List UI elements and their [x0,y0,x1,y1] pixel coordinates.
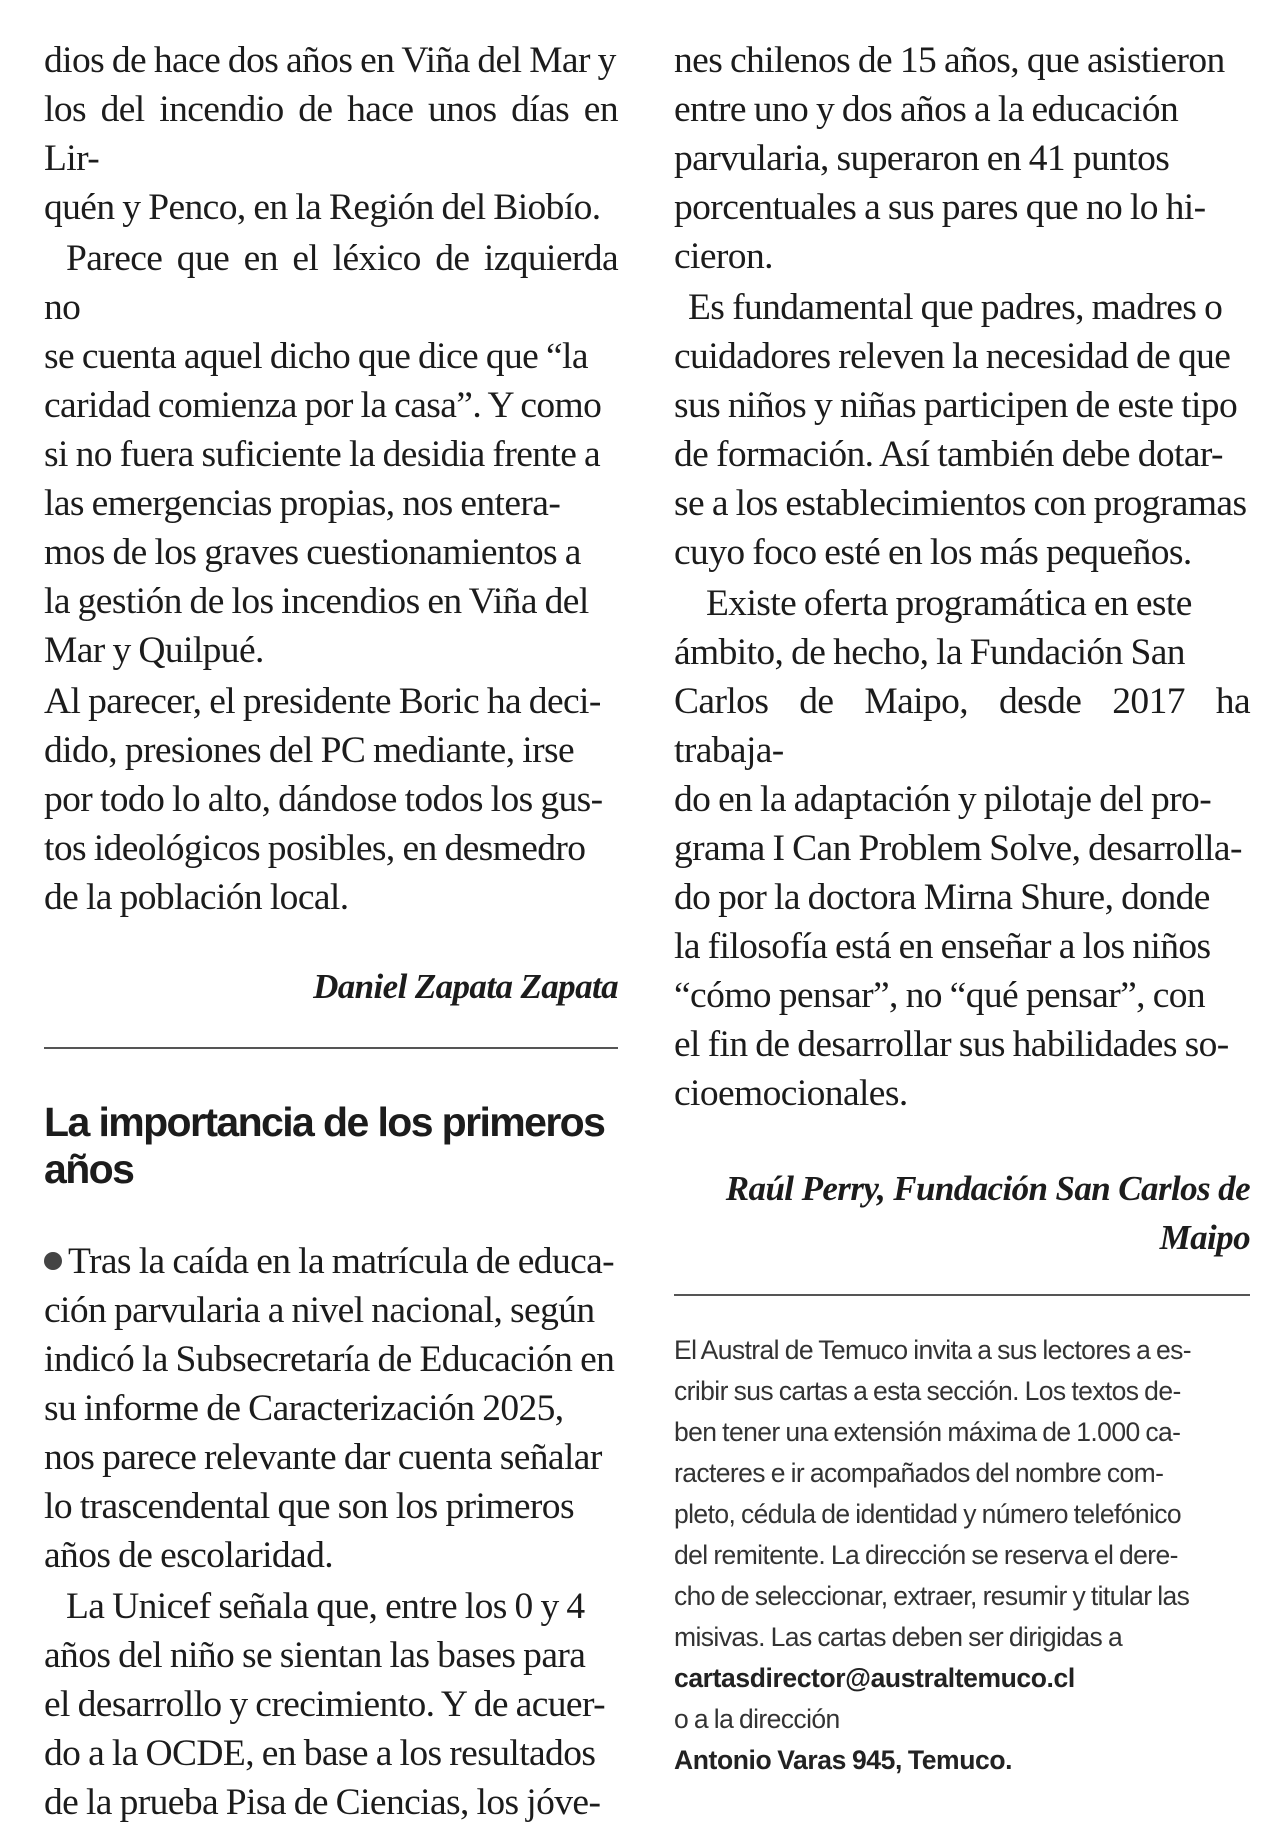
submission-notice [674,1330,1250,1781]
letter2-continuation [674,36,1250,281]
letter2-signature [674,1164,1250,1262]
letter1-continuation [44,36,618,232]
letter1-paragraph-3 [44,677,618,922]
text-line: nos parece relevante dar cuenta señalar [44,1437,602,1478]
text-line: cuyo foco esté en los más pequeños. [674,532,1192,573]
signature-line: Maipo [1159,1218,1250,1257]
notice-line: ben tener una extensión máxima de 1.000 ca- [674,1417,1181,1447]
text-line: dido, presiones del PC mediante, irse [44,730,574,771]
text-line: de formación. Así también debe dotar- [674,434,1223,475]
text-line: cioemocionales. [674,1073,908,1114]
text-line: do por la doctora Mirna Shure, donde [674,877,1210,918]
text-line: nes chilenos de 15 años, que asistieron [674,40,1225,81]
text-line: se cuenta aquel dicho que dice que “la [44,336,588,377]
text-line: se a los establecimientos con programas [674,483,1247,524]
text-line: tos ideológicos posibles, en desmedro [44,828,586,869]
text-line: “cómo pensar”, no “qué pensar”, con [674,975,1206,1016]
notice-line: cribir sus cartas a esta sección. Los textos de- [674,1376,1181,1406]
text-line: indicó la Subsecretaría de Educación en [44,1339,615,1380]
notice-line: misivas. Las cartas deben ser dirigidas a [674,1622,1123,1652]
text-line: do a la OCDE, en base a los resultados [44,1733,596,1774]
notice-address-intro: o a la dirección [674,1704,840,1734]
text-line: ámbito, de hecho, la Fundación San [674,632,1185,673]
signature-line: Raúl Perry, Fundación San Carlos de [725,1169,1250,1208]
letter2-headline [44,1099,618,1193]
section-divider [44,1047,618,1049]
text-line: do en la adaptación y pilotaje del pro- [674,779,1212,820]
bullet-icon [44,1252,62,1270]
left-column [44,36,618,1827]
text-line: de la población local. [44,877,349,918]
letter2-paragraph-1 [44,1237,618,1580]
text-line: dios de hace dos años en Viña del Mar y [44,40,616,81]
text-line: Al parecer, el presidente Boric ha deci- [44,681,601,722]
text-line: por todo lo alto, dándose todos los gus- [44,779,603,820]
text-line: lo trascendental que son los primeros [44,1486,574,1527]
notice-line: El Austral de Temuco invita a sus lectores a es- [674,1335,1192,1365]
text-line: mos de los graves cuestionamientos a [44,532,581,573]
notice-line: cho de seleccionar, extraer, resumir y titular las [674,1581,1190,1611]
text-line: cieron. [674,236,773,277]
text-line: cuidadores releven la necesidad de que [674,336,1231,377]
notice-email: cartasdirector@australtemuco.cl [674,1663,1075,1693]
text-line: años de escolaridad. [44,1535,334,1576]
text-line: la gestión de los incendios en Viña del [44,581,589,622]
notice-line: pleto, cédula de identidad y número telefónico [674,1499,1182,1529]
letter2-paragraph-4 [674,283,1250,577]
headline-line: La importancia de los primeros [44,1099,605,1145]
right-column [674,36,1250,1781]
text-line: años del niño se sientan las bases para [44,1635,586,1676]
notice-address: Antonio Varas 945, Temuco. [674,1745,1013,1775]
text-line: parvularia, superaron en 41 puntos [674,138,1170,179]
text-line: sus niños y niñas participen de este tipo [674,385,1238,426]
text-line: Carlos de Maipo, desde 2017 ha trabaja- [674,681,1250,771]
section-divider [674,1294,1250,1296]
text-line [44,1237,618,1286]
text-line: si no fuera suficiente la desidia frente a [44,434,601,475]
text-line: grama I Can Problem Solve, desarrolla- [674,828,1242,869]
notice-line: racteres e ir acompañados del nombre com- [674,1458,1164,1488]
text-line: Parece que en el léxico de izquierda no [44,238,618,328]
text-line: el desarrollo y crecimiento. Y de acuer- [44,1684,605,1725]
text-line: las emergencias propias, nos entera- [44,483,561,524]
letter1-paragraph-2 [44,234,618,675]
text-line: Existe oferta programática en este [706,583,1192,624]
text-line: su informe de Caracterización 2025, [44,1388,564,1429]
letter1-signature: Daniel Zapata Zapata [313,967,618,1006]
text-line: Es fundamental que padres, madres o [688,287,1223,328]
text-line: caridad comienza por la casa”. Y como [44,385,602,426]
headline-line: años [44,1146,134,1192]
letter2-paragraph-2 [44,1582,618,1827]
text-line: la filosofía está en enseñar a los niños [674,926,1211,967]
text-line: el fin de desarrollar sus habilidades so- [674,1024,1229,1065]
text-line: quén y Penco, en la Región del Biobío. [44,187,601,228]
text-line: los del incendio de hace unos días en Lir- [44,89,618,179]
text-line-content: Tras la caída en la matrícula de educa- [68,1241,615,1282]
text-line: de la prueba Pisa de Ciencias, los jóve- [44,1782,601,1823]
letter2-paragraph-5 [674,579,1250,1118]
text-line: porcentuales a sus pares que no lo hi- [674,187,1206,228]
text-line: ción parvularia a nivel nacional, según [44,1290,595,1331]
text-line: La Unicef señala que, entre los 0 y 4 [66,1586,585,1627]
notice-line: del remitente. La dirección se reserva el dere- [674,1540,1178,1570]
text-line: entre uno y dos años a la educación [674,89,1179,130]
text-line: Mar y Quilpué. [44,630,264,671]
